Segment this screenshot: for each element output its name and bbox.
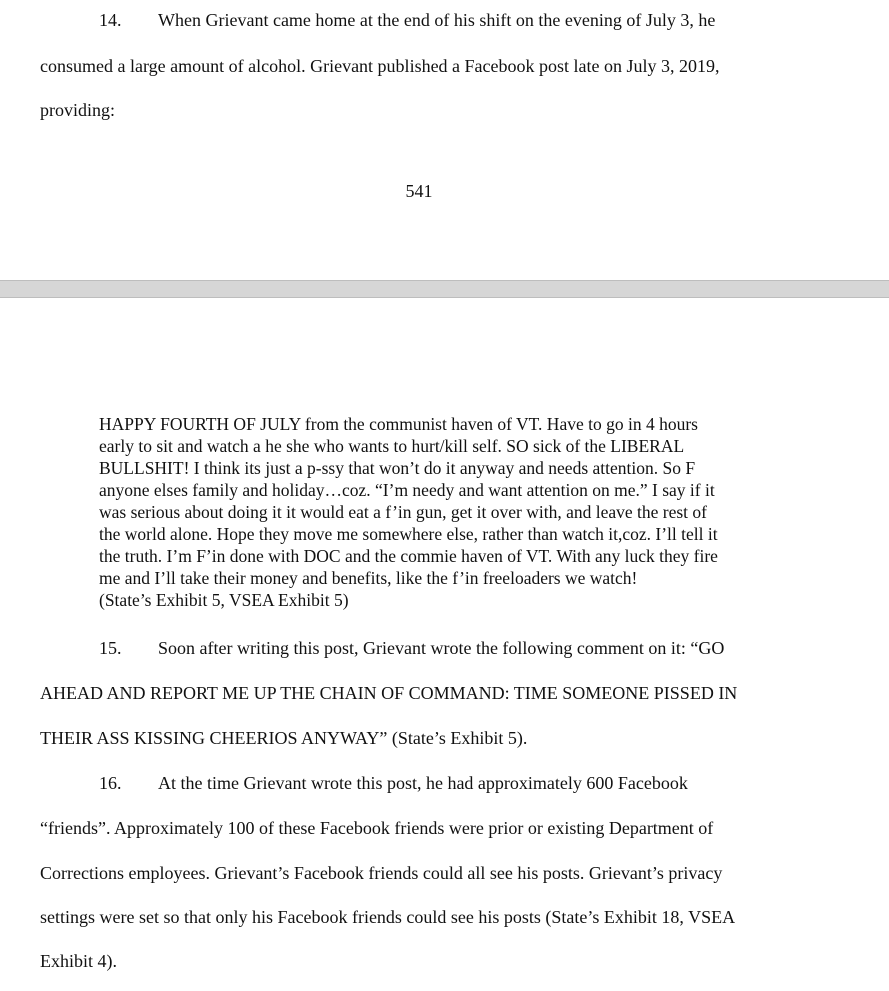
paragraph-14-line-3: providing: [40, 100, 115, 120]
paragraph-16-line-1: At the time Grievant wrote this post, he had approximately 600 Facebook [158, 773, 688, 793]
quote-line-3: BULLSHIT! I think its just a p-ssy that won’t do it anyway and needs attention. So F [99, 458, 696, 478]
quote-line-7: the truth. I’m F’in done with DOC and the commie haven of VT. With any luck they fire [99, 546, 718, 566]
paragraph-16-number: 16. [99, 773, 122, 793]
page-top [0, 0, 889, 280]
paragraph-15-line-2: AHEAD AND REPORT ME UP THE CHAIN OF COMMAND: TIME SOMEONE PISSED IN [40, 683, 738, 703]
quote-citation: (State’s Exhibit 5, VSEA Exhibit 5) [99, 590, 349, 610]
paragraph-15-line-3: THEIR ASS KISSING CHEERIOS ANYWAY” (State’s Exhibit 5). [40, 728, 528, 748]
quote-line-5: was serious about doing it it would eat a f’in gun, get it over with, and leave the rest of [99, 502, 707, 522]
paragraph-16-line-3: Corrections employees. Grievant’s Facebook friends could all see his posts. Grievant’s privacy [40, 863, 723, 883]
quote-line-8: me and I’ll take their money and benefits, like the f’in freeloaders we watch! [99, 568, 638, 588]
quote-line-1: HAPPY FOURTH OF JULY from the communist haven of VT. Have to go in 4 hours [99, 414, 698, 434]
paragraph-16-line-2: “friends”. Approximately 100 of these Facebook friends were prior or existing Department of [40, 818, 714, 838]
page-number: 541 [405, 181, 433, 201]
page-bottom [0, 298, 889, 991]
paragraph-14-line-1: When Grievant came home at the end of his shift on the evening of July 3, he [158, 10, 716, 30]
quote-line-6: the world alone. Hope they move me somewhere else, rather than watch it,coz. I’ll tell it [99, 524, 718, 544]
quote-line-2: early to sit and watch a he she who wants to hurt/kill self. SO sick of the LIBERAL [99, 436, 685, 456]
paragraph-15-line-1: Soon after writing this post, Grievant wrote the following comment on it: “GO [158, 638, 725, 658]
paragraph-14-number: 14. [99, 10, 122, 30]
paragraph-14-line-2: consumed a large amount of alcohol. Grievant published a Facebook post late on July 3, 2019, [40, 56, 720, 76]
paragraph-16-line-4: settings were set so that only his Facebook friends could see his posts (State’s Exhibit 18, VSEA [40, 907, 736, 927]
quote-line-4: anyone elses family and holiday…coz. “I’m needy and want attention on me.” I say if it [99, 480, 715, 500]
paragraph-15-number: 15. [99, 638, 122, 658]
paragraph-16-line-5: Exhibit 4). [40, 951, 117, 971]
page-break-divider [0, 280, 889, 298]
